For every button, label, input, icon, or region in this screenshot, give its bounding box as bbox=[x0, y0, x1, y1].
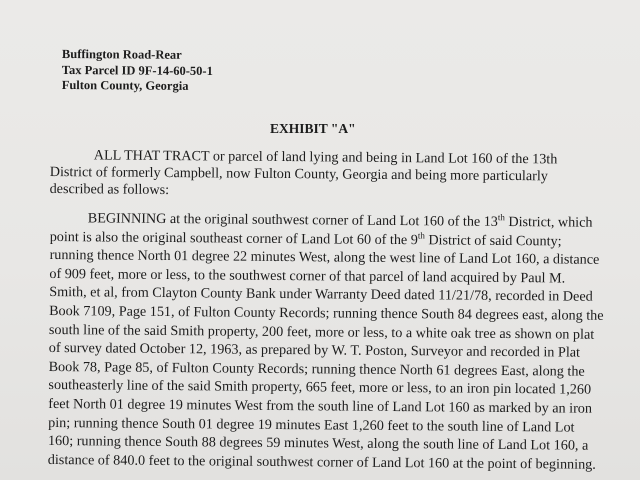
paragraph-line: point is also the original southeast corner of Land Lot 60 of the 9th District of said County; bbox=[49, 228, 562, 250]
paragraph-line: 160; running thence South 88 degrees 59 minutes West, along the south line of Land Lot 160, a bbox=[47, 433, 589, 454]
paragraph-line: running thence North 01 degree 22 minutes West, along the west line of Land Lot 160, a distance bbox=[49, 247, 600, 268]
paragraph-line: ALL THAT TRACT or parcel of land lying and being in Land Lot 160 of the 13th bbox=[93, 147, 558, 168]
legal-description-paragraph bbox=[48, 209, 630, 474]
paragraph-line: feet North 01 degree 19 minutes West from the south line of Land Lot 160 as marked by an iron bbox=[48, 395, 593, 417]
paragraph-line: of 909 feet, more or less, to the southwest corner of that parcel of land acquired by Paul M. bbox=[49, 265, 566, 287]
intro-paragraph bbox=[50, 147, 630, 203]
paragraph-line: of survey dated October 12, 1963, as prepared by W. T. Poston, Surveyor and recorded in Plat bbox=[48, 340, 581, 361]
exhibit-title: EXHIBIT "A" bbox=[270, 121, 356, 136]
property-header bbox=[62, 47, 213, 95]
county-state: Fulton County, Georgia bbox=[61, 77, 189, 93]
paragraph-line: south line of the said Smith property, 200 feet, more or less, to a white oak tree as shown on plat bbox=[48, 321, 595, 343]
paragraph-line: BEGINNING at the original southwest corner of Land Lot 160 of the 13th District, which bbox=[87, 210, 593, 231]
paragraph-line: Book 7109, Page 151, of Fulton County Records; running thence South 84 degrees east, along the bbox=[49, 302, 604, 324]
paragraph-line: pin; running thence South 01 degree 19 minutes East 1,260 feet to the south line of Land Lot bbox=[48, 414, 575, 436]
tax-parcel-id: Tax Parcel ID 9F-14-60-50-1 bbox=[61, 62, 213, 78]
paragraph-line: Book 78, Page 85, of Fulton County Records; running thence North 61 degrees East, along the bbox=[48, 358, 585, 380]
paragraph-line: District of formerly Campbell, now Fulton County, Georgia and being more particularly bbox=[49, 163, 548, 185]
property-name: Buffington Road-Rear bbox=[61, 47, 182, 62]
paragraph-line: southeasterly line of the said Smith property, 665 feet, more or less, to an iron pin located 1,260 bbox=[48, 377, 592, 399]
paragraph-line: distance of 840.0 feet to the original southwest corner of Land Lot 160 at the point of beginning. bbox=[47, 451, 596, 473]
paragraph-line: Smith, et al, from Clayton County Bank under Warranty Deed dated 11/21/78, recorded in Deed bbox=[49, 284, 593, 306]
paragraph-line: described as follows: bbox=[49, 180, 170, 199]
